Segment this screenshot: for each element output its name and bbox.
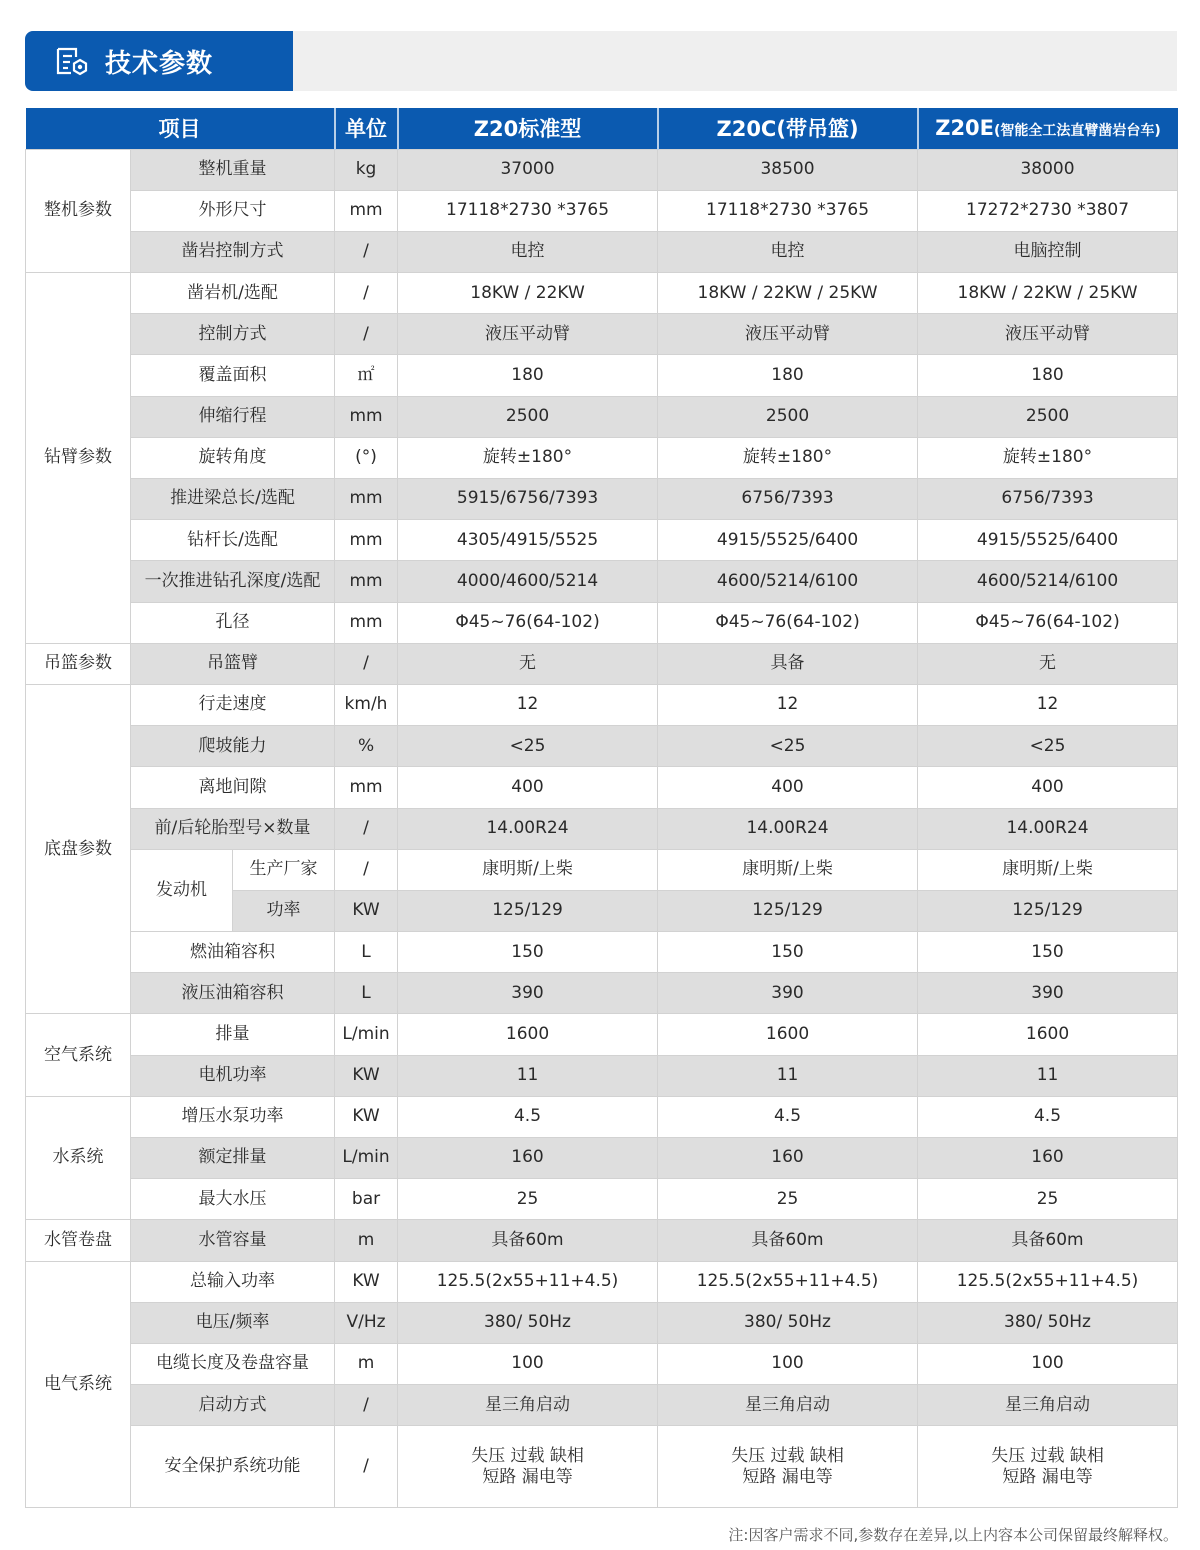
value-cell: 液压平动臂: [918, 314, 1178, 355]
value-cell: 星三角启动: [918, 1385, 1178, 1426]
value-cell: <25: [398, 726, 658, 767]
table-row: [26, 520, 1178, 561]
value-cell: 18KW / 22KW / 25KW: [658, 273, 918, 314]
value-cell: 14.00R24: [398, 808, 658, 849]
value-cell: 2500: [918, 396, 1178, 437]
table-row: [26, 849, 1178, 890]
value-cell: 4000/4600/5214: [398, 561, 658, 602]
col-header-z20e: [918, 108, 1178, 149]
item-cell: 整机重量: [131, 149, 335, 190]
value-cell: 1600: [658, 1014, 918, 1055]
value-cell: 电控: [398, 231, 658, 272]
table-row: [26, 1426, 1178, 1508]
value-cell: 4600/5214/6100: [658, 561, 918, 602]
unit-cell: KW: [335, 1096, 398, 1137]
table-row: [26, 231, 1178, 272]
value-cell: 160: [398, 1138, 658, 1179]
table-row: [26, 643, 1178, 684]
unit-cell: KW: [335, 890, 398, 931]
item-cell: 行走速度: [131, 684, 335, 725]
item-cell: 旋转角度: [131, 437, 335, 478]
unit-cell: (°): [335, 437, 398, 478]
value-cell: 180: [398, 355, 658, 396]
value-cell: 康明斯/上柴: [658, 849, 918, 890]
table-row: [26, 273, 1178, 314]
category-cell: 钻臂参数: [26, 273, 131, 644]
value-cell: 2500: [398, 396, 658, 437]
item-cell: 前/后轮胎型号×数量: [131, 808, 335, 849]
table-row: [26, 1138, 1178, 1179]
section-title-tab: [25, 31, 293, 91]
value-line: 失压 过载 缺相: [991, 1445, 1104, 1466]
value-cell: 390: [658, 973, 918, 1014]
footer-note: 注:因客户需求不同,参数存在差异,以上内容本公司保留最终解释权。: [728, 1526, 1178, 1544]
value-cell: 380/ 50Hz: [918, 1302, 1178, 1343]
unit-cell: /: [335, 849, 398, 890]
unit-cell: mm: [335, 561, 398, 602]
value-cell: 康明斯/上柴: [398, 849, 658, 890]
value-cell: 2500: [658, 396, 918, 437]
value-cell: 125.5(2x55+11+4.5): [918, 1261, 1178, 1302]
value-cell: 125.5(2x55+11+4.5): [658, 1261, 918, 1302]
value-cell: 无: [398, 643, 658, 684]
value-cell: 150: [398, 932, 658, 973]
value-line: 短路 漏电等: [742, 1466, 833, 1487]
unit-cell: mm: [335, 190, 398, 231]
value-cell: 390: [918, 973, 1178, 1014]
value-cell: 4.5: [658, 1096, 918, 1137]
category-cell: 电气系统: [26, 1261, 131, 1508]
value-cell: 180: [658, 355, 918, 396]
value-cell: 6756/7393: [918, 479, 1178, 520]
table-row: [26, 314, 1178, 355]
item-cell: 燃油箱容积: [131, 932, 335, 973]
unit-cell: KW: [335, 1055, 398, 1096]
unit-cell: ㎡: [335, 355, 398, 396]
value-cell: 星三角启动: [398, 1385, 658, 1426]
table-header-row: [26, 108, 1178, 149]
category-cell: 整机参数: [26, 149, 131, 273]
value-cell: 电脑控制: [918, 231, 1178, 272]
value-cell: 100: [398, 1343, 658, 1384]
value-cell: 25: [398, 1179, 658, 1220]
item-cell: 吊篮臂: [131, 643, 335, 684]
item-cell: 控制方式: [131, 314, 335, 355]
value-cell: 旋转±180°: [918, 437, 1178, 478]
value-cell: 100: [918, 1343, 1178, 1384]
unit-cell: mm: [335, 767, 398, 808]
unit-cell: L/min: [335, 1138, 398, 1179]
item-cell: 额定排量: [131, 1138, 335, 1179]
engine-group-cell: 发动机: [131, 849, 233, 931]
unit-cell: L: [335, 973, 398, 1014]
value-line: 短路 漏电等: [482, 1466, 573, 1487]
value-cell: 125.5(2x55+11+4.5): [398, 1261, 658, 1302]
table-row: [26, 149, 1178, 190]
table-row: [26, 1014, 1178, 1055]
value-cell: 4915/5525/6400: [918, 520, 1178, 561]
table-row: [26, 396, 1178, 437]
value-cell: 星三角启动: [658, 1385, 918, 1426]
value-cell: 4.5: [918, 1096, 1178, 1137]
z20e-model-desc: (智能全工法直臂凿岩台车): [994, 123, 1161, 140]
value-cell: 具备60m: [398, 1220, 658, 1261]
value-cell: [918, 1426, 1178, 1508]
value-cell: Φ45~76(64-102): [918, 602, 1178, 643]
value-cell: 4.5: [398, 1096, 658, 1137]
table-row: [26, 1385, 1178, 1426]
value-cell: 18KW / 22KW: [398, 273, 658, 314]
unit-cell: mm: [335, 520, 398, 561]
unit-cell: /: [335, 1385, 398, 1426]
value-cell: [398, 1426, 658, 1508]
value-cell: 400: [918, 767, 1178, 808]
item-cell: 功率: [233, 890, 335, 931]
unit-cell: L: [335, 932, 398, 973]
unit-cell: mm: [335, 602, 398, 643]
col-header-z20c: Z20C(带吊篮): [658, 108, 918, 149]
value-cell: 380/ 50Hz: [398, 1302, 658, 1343]
unit-cell: kg: [335, 149, 398, 190]
table-row: [26, 602, 1178, 643]
unit-cell: L/min: [335, 1014, 398, 1055]
unit-cell: V/Hz: [335, 1302, 398, 1343]
value-cell: 具备: [658, 643, 918, 684]
unit-cell: mm: [335, 396, 398, 437]
table-row: [26, 726, 1178, 767]
value-cell: <25: [918, 726, 1178, 767]
unit-cell: m: [335, 1343, 398, 1384]
section-header-bar: [25, 31, 1177, 91]
unit-cell: /: [335, 808, 398, 849]
value-cell: Φ45~76(64-102): [398, 602, 658, 643]
table-row: [26, 1179, 1178, 1220]
value-cell: 38500: [658, 149, 918, 190]
table-row: [26, 355, 1178, 396]
value-cell: 17118*2730 *3765: [398, 190, 658, 231]
value-cell: 390: [398, 973, 658, 1014]
value-cell: [658, 1426, 918, 1508]
value-cell: 14.00R24: [918, 808, 1178, 849]
value-cell: 14.00R24: [658, 808, 918, 849]
table-row: [26, 1302, 1178, 1343]
value-cell: Φ45~76(64-102): [658, 602, 918, 643]
category-cell: 底盘参数: [26, 684, 131, 1014]
unit-cell: m: [335, 1220, 398, 1261]
unit-cell: /: [335, 643, 398, 684]
item-cell: 电缆长度及卷盘容量: [131, 1343, 335, 1384]
item-cell: 水管容量: [131, 1220, 335, 1261]
value-line: 失压 过载 缺相: [471, 1445, 584, 1466]
table-row: [26, 190, 1178, 231]
section-title: 技术参数: [105, 48, 214, 79]
table-row: [26, 973, 1178, 1014]
col-header-item: 项目: [26, 108, 335, 149]
col-header-unit: 单位: [335, 108, 398, 149]
unit-cell: mm: [335, 479, 398, 520]
item-cell: 钻杆长/选配: [131, 520, 335, 561]
value-cell: 160: [658, 1138, 918, 1179]
value-cell: 1600: [918, 1014, 1178, 1055]
value-cell: 125/129: [398, 890, 658, 931]
value-cell: 11: [398, 1055, 658, 1096]
z20e-model-name: Z20E: [935, 116, 995, 141]
unit-cell: /: [335, 314, 398, 355]
category-cell: 水系统: [26, 1096, 131, 1220]
table-row: [26, 808, 1178, 849]
spec-sheet-icon: [55, 46, 89, 76]
value-cell: 37000: [398, 149, 658, 190]
item-cell: 外形尺寸: [131, 190, 335, 231]
value-cell: 17118*2730 *3765: [658, 190, 918, 231]
unit-cell: /: [335, 1426, 398, 1508]
unit-cell: /: [335, 231, 398, 272]
item-cell: 启动方式: [131, 1385, 335, 1426]
item-cell: 液压油箱容积: [131, 973, 335, 1014]
unit-cell: KW: [335, 1261, 398, 1302]
item-cell: 离地间隙: [131, 767, 335, 808]
value-cell: 电控: [658, 231, 918, 272]
value-cell: 12: [918, 684, 1178, 725]
value-cell: 150: [658, 932, 918, 973]
value-line: 短路 漏电等: [1002, 1466, 1093, 1487]
item-cell: 排量: [131, 1014, 335, 1055]
item-cell: 凿岩控制方式: [131, 231, 335, 272]
table-row: [26, 561, 1178, 602]
value-cell: 康明斯/上柴: [918, 849, 1178, 890]
value-cell: 100: [658, 1343, 918, 1384]
item-cell: 增压水泵功率: [131, 1096, 335, 1137]
item-cell: 生产厂家: [233, 849, 335, 890]
value-cell: 150: [918, 932, 1178, 973]
value-cell: 380/ 50Hz: [658, 1302, 918, 1343]
value-cell: 17272*2730 *3807: [918, 190, 1178, 231]
table-row: [26, 767, 1178, 808]
value-cell: 无: [918, 643, 1178, 684]
value-cell: 具备60m: [658, 1220, 918, 1261]
value-line: 失压 过载 缺相: [731, 1445, 844, 1466]
value-cell: 4915/5525/6400: [658, 520, 918, 561]
item-cell: 电机功率: [131, 1055, 335, 1096]
value-cell: 38000: [918, 149, 1178, 190]
value-cell: 160: [918, 1138, 1178, 1179]
item-cell: 覆盖面积: [131, 355, 335, 396]
value-cell: 旋转±180°: [398, 437, 658, 478]
unit-cell: km/h: [335, 684, 398, 725]
value-cell: 旋转±180°: [658, 437, 918, 478]
item-cell: 最大水压: [131, 1179, 335, 1220]
value-cell: 400: [398, 767, 658, 808]
table-row: [26, 1343, 1178, 1384]
item-cell: 总输入功率: [131, 1261, 335, 1302]
value-cell: 25: [658, 1179, 918, 1220]
unit-cell: %: [335, 726, 398, 767]
value-cell: 5915/6756/7393: [398, 479, 658, 520]
col-header-z20: Z20标准型: [398, 108, 658, 149]
value-cell: 12: [398, 684, 658, 725]
category-cell: 水管卷盘: [26, 1220, 131, 1261]
item-cell: 推进梁总长/选配: [131, 479, 335, 520]
value-cell: 液压平动臂: [658, 314, 918, 355]
item-cell: 安全保护系统功能: [131, 1426, 335, 1508]
category-cell: 吊篮参数: [26, 643, 131, 684]
value-cell: 11: [918, 1055, 1178, 1096]
item-cell: 爬坡能力: [131, 726, 335, 767]
table-row: [26, 684, 1178, 725]
item-cell: 一次推进钻孔深度/选配: [131, 561, 335, 602]
value-cell: 1600: [398, 1014, 658, 1055]
item-cell: 电压/频率: [131, 1302, 335, 1343]
value-cell: 400: [658, 767, 918, 808]
value-cell: <25: [658, 726, 918, 767]
table-row: [26, 479, 1178, 520]
value-cell: 11: [658, 1055, 918, 1096]
spec-table: [25, 108, 1178, 1508]
value-cell: 4600/5214/6100: [918, 561, 1178, 602]
table-row: [26, 932, 1178, 973]
value-cell: 6756/7393: [658, 479, 918, 520]
value-cell: 25: [918, 1179, 1178, 1220]
table-row: [26, 1261, 1178, 1302]
value-cell: 4305/4915/5525: [398, 520, 658, 561]
value-cell: 具备60m: [918, 1220, 1178, 1261]
table-row: [26, 1220, 1178, 1261]
table-row: [26, 1096, 1178, 1137]
value-cell: 12: [658, 684, 918, 725]
item-cell: 孔径: [131, 602, 335, 643]
item-cell: 凿岩机/选配: [131, 273, 335, 314]
table-row: [26, 1055, 1178, 1096]
unit-cell: /: [335, 273, 398, 314]
table-row: [26, 437, 1178, 478]
value-cell: 18KW / 22KW / 25KW: [918, 273, 1178, 314]
value-cell: 125/129: [918, 890, 1178, 931]
category-cell: 空气系统: [26, 1014, 131, 1096]
unit-cell: bar: [335, 1179, 398, 1220]
value-cell: 液压平动臂: [398, 314, 658, 355]
item-cell: 伸缩行程: [131, 396, 335, 437]
value-cell: 125/129: [658, 890, 918, 931]
value-cell: 180: [918, 355, 1178, 396]
